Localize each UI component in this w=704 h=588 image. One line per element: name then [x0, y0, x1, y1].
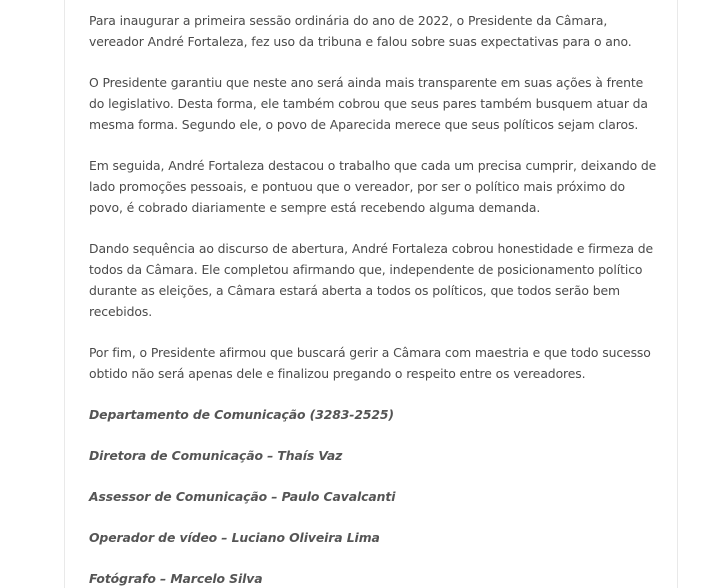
article-paragraph: Em seguida, André Fortaleza destacou o trabalho que cada um precisa cumprir, deixando de lado promoções pessoais, e pontuou que o vereador, por ser o político mais próximo do povo, é cobrado diariamente e sempre está recebendo alguma demanda.	[89, 158, 657, 215]
article-paragraph: Dando sequência ao discurso de abertura, André Fortaleza cobrou honestidade e firmeza de todos da Câmara. Ele completou afirmando que, independente de posicionamento político durante as eleições, a Câmara estará aberta a todos os políticos, que todos serão bem recebidos.	[89, 241, 654, 319]
credit-department: Departamento de Comunicação (3283-2525)	[89, 407, 394, 422]
article-paragraph: Para inaugurar a primeira sessão ordinária do ano de 2022, o Presidente da Câmara, vereador André Fortaleza, fez uso da tribuna e falou sobre suas expectativas para o ano.	[89, 13, 632, 49]
credit-director: Diretora de Comunicação – Thaís Vaz	[89, 448, 343, 463]
article-card	[64, 0, 678, 588]
article-paragraph: O Presidente garantiu que neste ano será ainda mais transparente em suas ações à frente do legislativo. Desta forma, ele também cobrou que seus pares também busquem atuar da mesma forma. Segundo ele, o povo de Aparecida merece que seus políticos sejam claros.	[89, 75, 648, 132]
credit-photographer: Fotógrafo – Marcelo Silva	[89, 571, 263, 586]
article-paragraph: Por fim, o Presidente afirmou que buscará gerir a Câmara com maestria e que todo sucesso obtido não será apenas dele e finalizou pregando o respeito entre os vereadores.	[89, 345, 651, 381]
article-body	[89, 10, 659, 588]
credit-video-operator: Operador de vídeo – Luciano Oliveira Lima	[89, 530, 380, 545]
credit-assessor: Assessor de Comunicação – Paulo Cavalcanti	[89, 489, 396, 504]
